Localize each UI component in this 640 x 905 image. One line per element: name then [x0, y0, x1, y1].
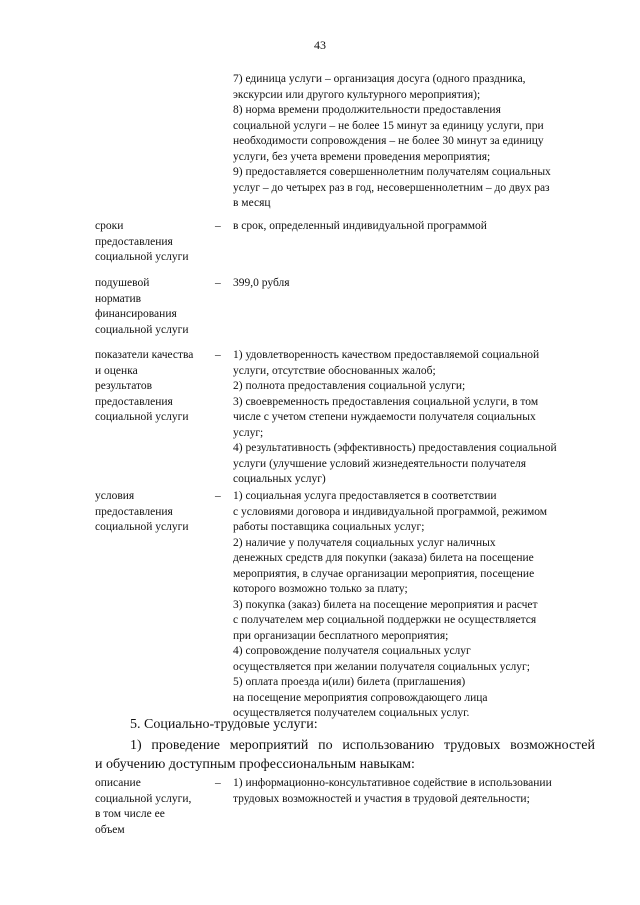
continuation-line: в месяц [233, 197, 271, 209]
row-value-line: 399,0 рубля [233, 277, 290, 289]
subsection-word: трудовых [443, 738, 501, 753]
row-value-line: на посещение мероприятия сопровождающего лица [233, 691, 488, 704]
subsection-word: 1) [130, 738, 142, 753]
continuation-block [233, 72, 613, 212]
row-value-line: осуществляется при желании получателя социальных услуг; [233, 660, 530, 673]
row-value [233, 348, 613, 488]
row-value-line: с получателем мер социальной поддержки не осуществляется [233, 614, 537, 626]
row-value-line: которого возможно только за плату; [233, 583, 408, 595]
row-value-line: услуги, отсутствие обоснованных жалоб; [233, 364, 436, 377]
row-label-line: социальной услуги [95, 323, 189, 336]
row-label-line: показатели качества [95, 349, 194, 361]
continuation-line: необходимости сопровождения – не более 30 минут за единицу [233, 135, 544, 147]
row-label-line: предоставления [95, 235, 173, 248]
row-label-line: сроки [95, 220, 124, 232]
row-value-line: осуществляется получателем социальных услуг. [233, 707, 470, 719]
row-label-line: объем [95, 823, 125, 836]
continuation-line: 8) норма времени продолжительности предоставления [233, 104, 501, 116]
row-value-line: трудовых возможностей и участия в трудовой деятельности; [233, 792, 530, 805]
subsection-heading-line2: и обучению доступным профессиональным навыкам: [95, 757, 415, 772]
row-label [95, 776, 215, 838]
continuation-line: социальной услуги – не более 15 минут за единицу услуги, при [233, 119, 544, 132]
row-dash: – [215, 777, 221, 789]
row-value-line: 2) полнота предоставления социальной услуги; [233, 380, 466, 392]
row-label [95, 348, 215, 426]
continuation-line: услуг – до четырех раз в год, несовершеннолетним – до двух раз [233, 181, 550, 194]
row-label-line: финансирования [95, 308, 177, 320]
subsection-word: возможностей [510, 738, 595, 753]
row-value-line: услуг; [233, 426, 264, 439]
row-value-line: работы поставщика социальных услуг; [233, 521, 425, 533]
row-label-line: подушевой [95, 277, 150, 289]
row-value [233, 219, 613, 235]
row-label-line: условия [95, 490, 135, 502]
section-heading: 5. Социально-трудовые услуги: [130, 717, 318, 732]
row-label-line: социальной услуги, [95, 792, 192, 805]
row-value-line: 1) информационно-консультативное содействие в использовании [233, 777, 552, 789]
row-dash: – [215, 277, 221, 289]
row-label-line: в том числе ее [95, 808, 165, 820]
row-value [233, 489, 613, 722]
row-label-line: социальной услуги [95, 411, 189, 423]
continuation-line: услуги, без учета времени проведения мероприятия; [233, 150, 491, 163]
row-value [233, 776, 613, 807]
row-value-line: с условиями договора и индивидуальной программой, режимом [233, 505, 548, 518]
row-label-line: описание [95, 777, 141, 789]
row-value-line: 1) удовлетворенность качеством предоставляемой социальной [233, 349, 540, 361]
row-value-line: 3) своевременность предоставления социальной услуги, в том [233, 395, 539, 408]
subsection-word: использованию [342, 738, 435, 753]
row-value-line: 4) сопровождение получателя социальных услуг [233, 645, 471, 657]
row-label [95, 276, 215, 338]
subsection-word: по [318, 738, 333, 753]
row-label-line: социальной услуги [95, 251, 189, 263]
row-value-line: 5) оплата проезда и(или) билета (приглашения) [233, 676, 466, 688]
row-value-line: 2) наличие у получателя социальных услуг наличных [233, 536, 496, 549]
subsection-word: проведение [151, 738, 220, 753]
row-value-line: 4) результативность (эффективность) предоставления социальной [233, 442, 557, 454]
row-value-line: социальных услуг) [233, 473, 326, 485]
subsection-word: мероприятий [229, 738, 309, 753]
continuation-line: 9) предоставляется совершеннолетним получателям социальных [233, 166, 551, 178]
row-dash: – [215, 490, 221, 502]
row-label-line: предоставления [95, 395, 173, 408]
continuation-line: 7) единица услуги – организация досуга (одного праздника, [233, 73, 526, 85]
row-dash: – [215, 220, 221, 232]
row-label-line: социальной услуги [95, 521, 189, 533]
subsection-heading [95, 736, 595, 774]
row-value-line: 3) покупка (заказ) билета на посещение мероприятия и расчет [233, 598, 538, 611]
row-value-line: мероприятия, в случае организации мероприятия, посещение [233, 567, 535, 580]
row-value-line: при организации бесплатного мероприятия; [233, 629, 449, 642]
row-value-line: числе с учетом степени нуждаемости получателя социальных [233, 411, 536, 423]
row-value-line: денежных средств для покупки (заказа) билета на посещение [233, 552, 534, 564]
row-label-line: предоставления [95, 505, 173, 518]
row-value-line: 1) социальная услуга предоставляется в соответствии [233, 490, 497, 502]
row-label-line: и оценка [95, 364, 138, 377]
row-label-line: результатов [95, 380, 153, 392]
row-label [95, 489, 215, 536]
row-label [95, 219, 215, 266]
row-dash: – [215, 349, 221, 361]
row-value-line: услуги (улучшение условий жизнедеятельности получателя [233, 457, 527, 470]
row-label-line: норматив [95, 292, 142, 305]
continuation-line: экскурсии или другого культурного мероприятия); [233, 88, 481, 101]
row-value [233, 276, 613, 292]
page-number: 43 [314, 38, 326, 52]
row-value-line: в срок, определенный индивидуальной программой [233, 220, 487, 232]
subsection-heading-line1 [95, 736, 595, 755]
